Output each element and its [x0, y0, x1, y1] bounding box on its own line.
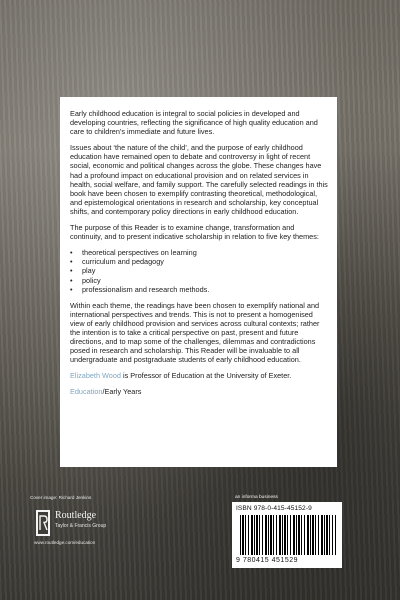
author-bio: is Professor of Education at the University of Exeter. — [120, 371, 292, 381]
blurb-paragraph-4: Within each theme, the readings have been chosen to exemplify national and international perspectives and trends. This is not to present a homogenised view of early childhood provision and services across cultural contexts; rather the intention is to take a critical perspective on past, present and future directions, and to map some of the challenges, dilemmas and contradictions posed in research and scholarship. This Reader will be invaluable to all undergraduate and postgraduate students of early childhood education. — [70, 300, 320, 365]
publisher-url: www.routledge.com/education — [34, 540, 96, 545]
blurb-paragraph-3: The purpose of this Reader is to examine change, transformation and continuity, and to present indicative scholarship in relation to five key themes: — [70, 223, 319, 242]
blurb-paragraph-1: Early childhood education is integral to social policies in developed and developing countries, reflecting the significance of high quality education and care to children’s immediate and future lives. — [70, 109, 318, 137]
publisher-name: Routledge — [55, 510, 97, 521]
author-name: Elizabeth Wood — [70, 371, 121, 381]
author-line — [70, 371, 328, 380]
theme-item: • professionalism and research methods. — [70, 285, 328, 294]
informa-tagline: an informa business — [235, 495, 278, 500]
subject-category — [70, 387, 328, 396]
theme-item: • curriculum and pedagogy — [70, 257, 328, 266]
themes-list — [70, 248, 328, 293]
theme-item: • theoretical perspectives on learning — [70, 248, 328, 257]
publisher-group: Taylor & Francis Group — [55, 523, 107, 529]
subject-rest: /Early Years — [102, 387, 142, 397]
subject-main: Education — [70, 387, 103, 397]
blurb-paragraph-2: Issues about ‘the nature of the child’, and the purpose of early childhood education have remained open to debate and controversy in light of recent social, economic and political changes across the globe. These changes have had a profound impact on educational provision and on related services in health, social welfare, and family support. The carefully selected readings in this book have been chosen to exemplify contrasting theoretical, methodological, and epistemological orientations in research and scholarship, key conceptual shifts, and contemporary policy directions in early childhood education. — [70, 143, 328, 216]
theme-item: • policy — [70, 276, 328, 285]
isbn-box — [232, 502, 342, 568]
isbn-text: ISBN 978-0-415-45152-9 — [236, 505, 312, 512]
cover-credit: Cover image: Richard Jenkins — [30, 495, 92, 500]
routledge-logo-icon — [36, 510, 50, 536]
theme-item: • play — [70, 266, 328, 275]
blurb-panel — [60, 97, 337, 467]
barcode-icon — [240, 515, 336, 555]
barcode-digits: 9 780415 451529 — [236, 557, 298, 564]
